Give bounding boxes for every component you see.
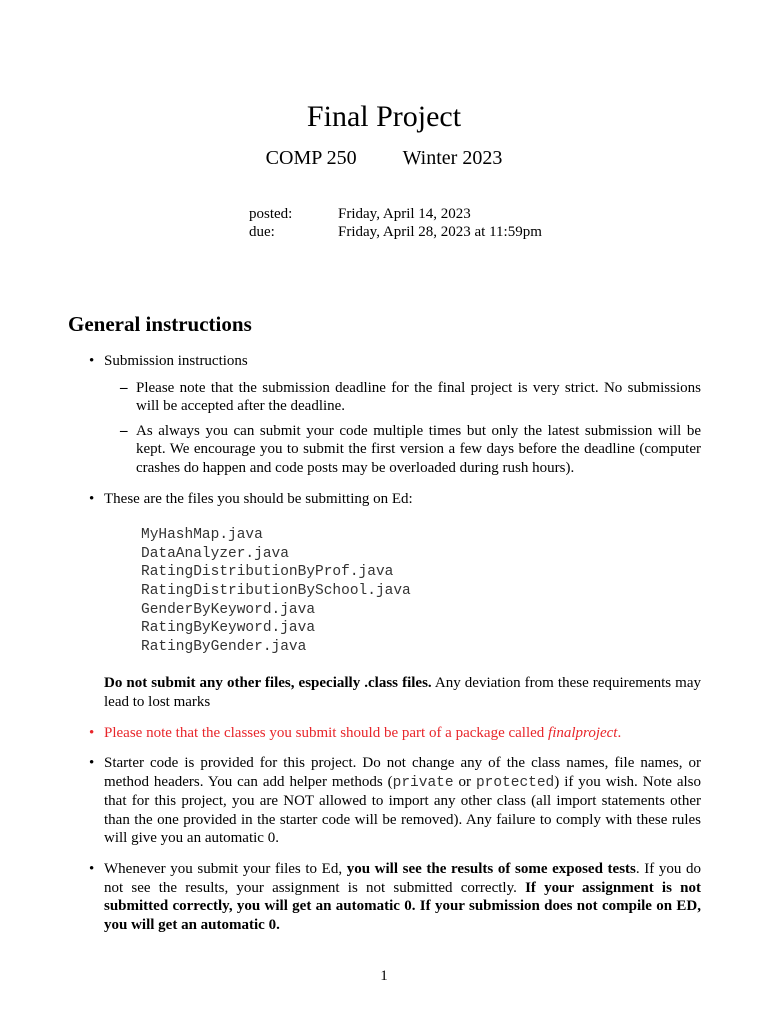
bullet-icon: •	[89, 724, 95, 741]
file-name: DataAnalyzer.java	[141, 545, 289, 562]
starter-code-text-2: ) if you wish. Note also that for this project, you are NOT allowed to import any other class (all import statements other than the one provided in the starter code will be removed). Any failure to comply with these rules will give you an automatic 0.	[104, 773, 701, 847]
instructions-body	[68, 352, 701, 934]
files-warning-text: Any deviation from these requirements may lead to lost marks	[104, 675, 701, 710]
item-text: Submission instructions	[104, 353, 248, 369]
list-item	[68, 724, 701, 743]
sub-list-item	[68, 379, 701, 416]
submit-bold-1: you will see the results of some exposed tests	[346, 861, 636, 878]
list-item	[68, 352, 701, 371]
due-date: Friday, April 28, 2023 at 11:59pm	[338, 224, 542, 240]
bullet-icon: •	[89, 353, 95, 369]
dash-icon: –	[120, 379, 128, 396]
sub-item-text: As always you can submit your code multiple times but only the latest submission will be kept. We encourage you to submit the first version a few days before the deadline (computer crashes do happen and code posts may be overloaded during rush hours).	[136, 422, 701, 476]
file-name: RatingByKeyword.java	[141, 620, 316, 637]
posted-label: posted:	[249, 206, 293, 222]
sub-list-item	[68, 422, 701, 478]
starter-code-text: Starter code is provided for this project. Do not change any of the class names, file names, or method headers. You can add helper methods (	[104, 755, 701, 790]
file-name: RatingDistributionBySchool.java	[141, 582, 411, 599]
submit-text-2: . If you do not see the results, your assignment is not submitted correctly.	[104, 861, 701, 896]
package-name: finalproject	[548, 724, 618, 741]
package-note-text: Please note that the classes you submit should be part of a package called	[104, 724, 549, 741]
page-number: 1	[380, 968, 388, 984]
keyword-protected: protected	[475, 774, 555, 791]
file-name: RatingByGender.java	[141, 638, 307, 655]
submit-bold-2: If your assignment is not submitted correctly, you will get an automatic 0. If your submission does not compile on ED, you will get an automatic 0.	[104, 879, 701, 933]
course-code: COMP 250	[265, 147, 357, 169]
files-warning	[68, 674, 701, 711]
course-line	[0, 145, 768, 171]
course-term: Winter 2023	[402, 147, 503, 169]
file-name: RatingDistributionByProf.java	[141, 564, 394, 581]
submit-text: Whenever you submit your files to Ed,	[104, 861, 347, 878]
posted-date: Friday, April 14, 2023	[338, 206, 471, 222]
file-name: GenderByKeyword.java	[141, 601, 316, 618]
sub-item-text: Please note that the submission deadline for the final project is very strict. No submissions will be accepted after the deadline.	[136, 379, 701, 415]
dates-block	[249, 205, 542, 241]
dash-icon: –	[120, 422, 128, 439]
bullet-icon: •	[89, 490, 95, 507]
list-item	[68, 754, 701, 848]
starter-code-or: or	[453, 773, 476, 790]
list-item	[68, 490, 701, 509]
document-title: Final Project	[306, 100, 462, 133]
bullet-icon: •	[89, 755, 95, 772]
package-note-end: .	[617, 724, 622, 741]
item-text: These are the files you should be submitting on Ed:	[104, 490, 413, 507]
bullet-icon: •	[89, 861, 95, 878]
section-heading: General instructions	[68, 312, 252, 336]
file-name: MyHashMap.java	[141, 527, 263, 544]
keyword-private: private	[392, 774, 454, 791]
list-item	[68, 860, 701, 934]
files-warning-bold: Do not submit any other files, especially .class files.	[104, 675, 432, 692]
file-list	[141, 526, 701, 656]
due-label: due:	[249, 224, 275, 240]
